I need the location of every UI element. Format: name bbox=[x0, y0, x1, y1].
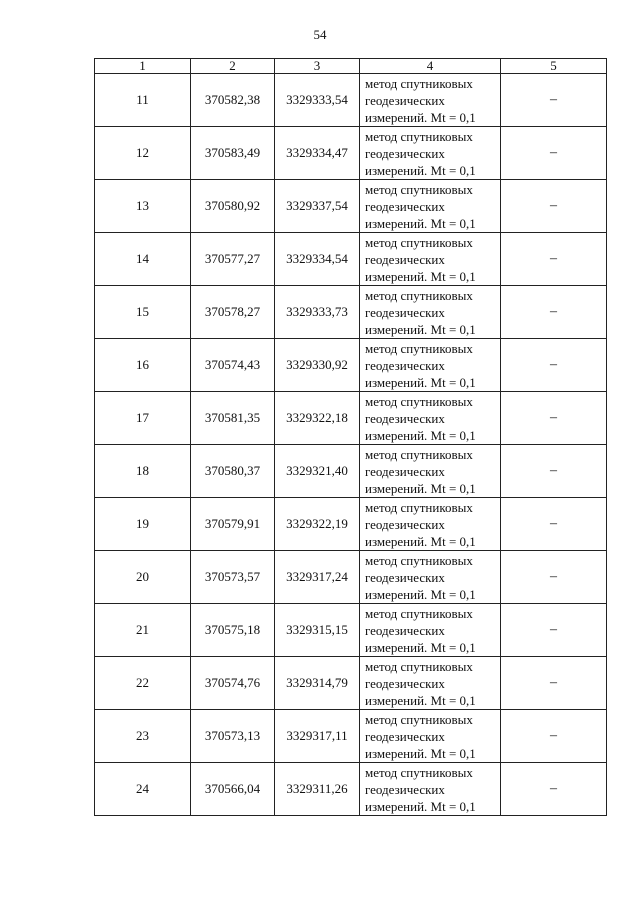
col5-cell: – bbox=[501, 286, 607, 339]
col5-cell: – bbox=[501, 551, 607, 604]
method-cell bbox=[360, 233, 501, 286]
method-text-line: метод спутниковых bbox=[365, 552, 473, 568]
method-cell bbox=[360, 286, 501, 339]
x-coordinate-cell: 370574,76 bbox=[191, 657, 275, 710]
method-cell bbox=[360, 657, 501, 710]
table-row bbox=[95, 710, 607, 763]
table-row bbox=[95, 763, 607, 816]
method-cell bbox=[360, 127, 501, 180]
method-text-line: геодезических bbox=[365, 410, 445, 426]
method-text-line: измерений. Mt = 0,1 bbox=[365, 215, 476, 231]
method-text-line: метод спутниковых bbox=[365, 181, 473, 197]
method-text-line: геодезических bbox=[365, 198, 445, 214]
col5-cell: – bbox=[501, 233, 607, 286]
col5-cell: – bbox=[501, 339, 607, 392]
point-number-cell: 19 bbox=[95, 498, 191, 551]
table-row bbox=[95, 74, 607, 127]
point-number-cell: 21 bbox=[95, 604, 191, 657]
method-text-line: измерений. Mt = 0,1 bbox=[365, 268, 476, 284]
method-text-line: геодезических bbox=[365, 357, 445, 373]
method-text-line: измерений. Mt = 0,1 bbox=[365, 162, 476, 178]
method-text-line: метод спутниковых bbox=[365, 128, 473, 144]
point-number-cell: 12 bbox=[95, 127, 191, 180]
method-text-line: геодезических bbox=[365, 251, 445, 267]
x-coordinate-cell: 370575,18 bbox=[191, 604, 275, 657]
y-coordinate-cell: 3329334,47 bbox=[275, 127, 360, 180]
x-coordinate-cell: 370577,27 bbox=[191, 233, 275, 286]
method-text-line: метод спутниковых bbox=[365, 75, 473, 91]
method-cell bbox=[360, 180, 501, 233]
method-text-line: измерений. Mt = 0,1 bbox=[365, 692, 476, 708]
col5-cell: – bbox=[501, 127, 607, 180]
y-coordinate-cell: 3329322,19 bbox=[275, 498, 360, 551]
method-text-line: измерений. Mt = 0,1 bbox=[365, 109, 476, 125]
point-number-cell: 20 bbox=[95, 551, 191, 604]
table-row bbox=[95, 498, 607, 551]
y-coordinate-cell: 3329317,24 bbox=[275, 551, 360, 604]
col5-cell: – bbox=[501, 657, 607, 710]
method-text-line: метод спутниковых bbox=[365, 287, 473, 303]
header-col-3: 3 bbox=[275, 59, 360, 74]
method-cell bbox=[360, 710, 501, 763]
method-text-line: измерений. Mt = 0,1 bbox=[365, 639, 476, 655]
method-cell bbox=[360, 339, 501, 392]
header-col-2: 2 bbox=[191, 59, 275, 74]
method-text-line: метод спутниковых bbox=[365, 234, 473, 250]
point-number-cell: 17 bbox=[95, 392, 191, 445]
table-row bbox=[95, 286, 607, 339]
x-coordinate-cell: 370573,57 bbox=[191, 551, 275, 604]
y-coordinate-cell: 3329311,26 bbox=[275, 763, 360, 816]
point-number-cell: 22 bbox=[95, 657, 191, 710]
header-col-5: 5 bbox=[501, 59, 607, 74]
method-text-line: измерений. Mt = 0,1 bbox=[365, 480, 476, 496]
method-text-line: измерений. Mt = 0,1 bbox=[365, 321, 476, 337]
point-number-cell: 16 bbox=[95, 339, 191, 392]
y-coordinate-cell: 3329333,54 bbox=[275, 74, 360, 127]
table-row bbox=[95, 604, 607, 657]
method-text-line: измерений. Mt = 0,1 bbox=[365, 798, 476, 814]
method-text-line: геодезических bbox=[365, 463, 445, 479]
x-coordinate-cell: 370566,04 bbox=[191, 763, 275, 816]
table-row bbox=[95, 551, 607, 604]
method-text-line: измерений. Mt = 0,1 bbox=[365, 374, 476, 390]
method-text-line: метод спутниковых bbox=[365, 605, 473, 621]
header-col-4: 4 bbox=[360, 59, 501, 74]
method-text-line: метод спутниковых bbox=[365, 711, 473, 727]
method-text-line: метод спутниковых bbox=[365, 340, 473, 356]
method-cell bbox=[360, 445, 501, 498]
method-text-line: измерений. Mt = 0,1 bbox=[365, 427, 476, 443]
method-cell bbox=[360, 392, 501, 445]
method-text-line: измерений. Mt = 0,1 bbox=[365, 745, 476, 761]
col5-cell: – bbox=[501, 710, 607, 763]
table-row bbox=[95, 180, 607, 233]
x-coordinate-cell: 370583,49 bbox=[191, 127, 275, 180]
point-number-cell: 13 bbox=[95, 180, 191, 233]
y-coordinate-cell: 3329337,54 bbox=[275, 180, 360, 233]
point-number-cell: 18 bbox=[95, 445, 191, 498]
method-text-line: метод спутниковых bbox=[365, 446, 473, 462]
y-coordinate-cell: 3329322,18 bbox=[275, 392, 360, 445]
y-coordinate-cell: 3329317,11 bbox=[275, 710, 360, 763]
method-cell bbox=[360, 498, 501, 551]
col5-cell: – bbox=[501, 604, 607, 657]
x-coordinate-cell: 370581,35 bbox=[191, 392, 275, 445]
header-col-1: 1 bbox=[95, 59, 191, 74]
table-body bbox=[95, 74, 607, 816]
point-number-cell: 23 bbox=[95, 710, 191, 763]
col5-cell: – bbox=[501, 392, 607, 445]
method-text-line: геодезических bbox=[365, 304, 445, 320]
point-number-cell: 11 bbox=[95, 74, 191, 127]
method-text-line: метод спутниковых bbox=[365, 764, 473, 780]
x-coordinate-cell: 370574,43 bbox=[191, 339, 275, 392]
x-coordinate-cell: 370579,91 bbox=[191, 498, 275, 551]
method-cell bbox=[360, 551, 501, 604]
y-coordinate-cell: 3329330,92 bbox=[275, 339, 360, 392]
method-text-line: измерений. Mt = 0,1 bbox=[365, 533, 476, 549]
method-text-line: геодезических bbox=[365, 516, 445, 532]
method-text-line: геодезических bbox=[365, 728, 445, 744]
col5-cell: – bbox=[501, 74, 607, 127]
y-coordinate-cell: 3329334,54 bbox=[275, 233, 360, 286]
x-coordinate-cell: 370580,37 bbox=[191, 445, 275, 498]
col5-cell: – bbox=[501, 763, 607, 816]
table-row bbox=[95, 233, 607, 286]
y-coordinate-cell: 3329314,79 bbox=[275, 657, 360, 710]
method-text-line: геодезических bbox=[365, 675, 445, 691]
x-coordinate-cell: 370573,13 bbox=[191, 710, 275, 763]
table-row bbox=[95, 127, 607, 180]
method-cell bbox=[360, 763, 501, 816]
method-text-line: геодезических bbox=[365, 781, 445, 797]
method-cell bbox=[360, 604, 501, 657]
method-text-line: геодезических bbox=[365, 92, 445, 108]
table-row bbox=[95, 445, 607, 498]
y-coordinate-cell: 3329315,15 bbox=[275, 604, 360, 657]
coordinates-table bbox=[94, 58, 607, 816]
page-number: 54 bbox=[313, 27, 327, 42]
x-coordinate-cell: 370578,27 bbox=[191, 286, 275, 339]
col5-cell: – bbox=[501, 445, 607, 498]
method-text-line: измерений. Mt = 0,1 bbox=[365, 586, 476, 602]
header-row bbox=[95, 59, 607, 74]
point-number-cell: 24 bbox=[95, 763, 191, 816]
method-text-line: геодезических bbox=[365, 569, 445, 585]
y-coordinate-cell: 3329333,73 bbox=[275, 286, 360, 339]
col5-cell: – bbox=[501, 180, 607, 233]
col5-cell: – bbox=[501, 498, 607, 551]
method-text-line: геодезических bbox=[365, 145, 445, 161]
x-coordinate-cell: 370582,38 bbox=[191, 74, 275, 127]
method-text-line: метод спутниковых bbox=[365, 658, 473, 674]
table-row bbox=[95, 657, 607, 710]
x-coordinate-cell: 370580,92 bbox=[191, 180, 275, 233]
method-text-line: метод спутниковых bbox=[365, 499, 473, 515]
point-number-cell: 14 bbox=[95, 233, 191, 286]
method-text-line: метод спутниковых bbox=[365, 393, 473, 409]
method-cell bbox=[360, 74, 501, 127]
point-number-cell: 15 bbox=[95, 286, 191, 339]
y-coordinate-cell: 3329321,40 bbox=[275, 445, 360, 498]
method-text-line: геодезических bbox=[365, 622, 445, 638]
table-row bbox=[95, 392, 607, 445]
table-row bbox=[95, 339, 607, 392]
